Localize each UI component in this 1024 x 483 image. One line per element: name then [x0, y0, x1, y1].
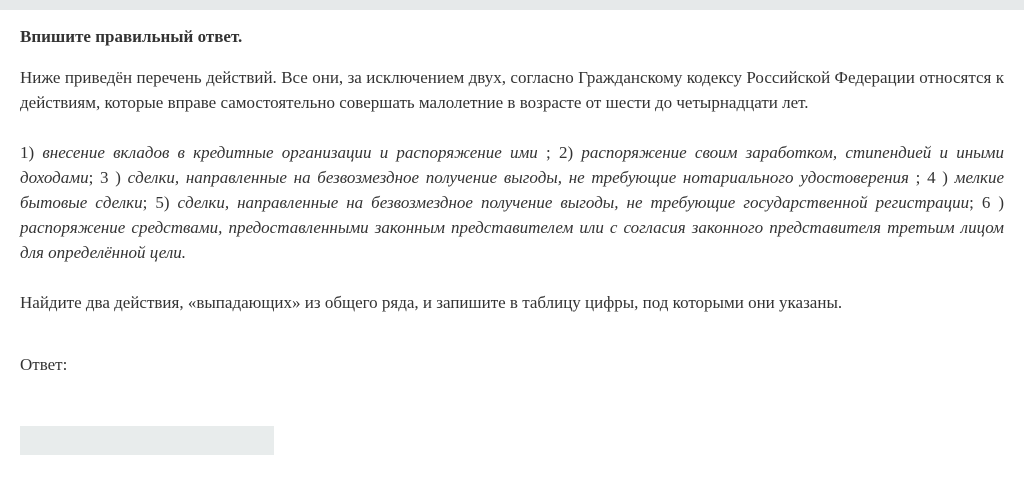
item-separator: ; — [969, 193, 974, 212]
item-number: 5) — [155, 193, 170, 212]
item-number: 4 ) — [927, 168, 948, 187]
answer-label: Ответ: — [20, 355, 68, 374]
item-separator: ; — [142, 193, 148, 212]
item-text: распоряжение средствами, предоставленными законным представителем или с согласия законного представителя третьим лицом для определённой цели. — [20, 218, 1004, 262]
item-text: мелкие бытовые сделки — [20, 168, 1005, 212]
item-number: 3 ) — [100, 168, 121, 187]
item-text: внесение вкладов в кредитные организации и распоряжение ими — [42, 143, 538, 162]
item-text: сделки, направленные на безвозмездное получение выгоды, не требующие нотариального удостоверения — [127, 168, 909, 187]
question-block — [20, 26, 1004, 376]
item-separator: ; — [88, 168, 94, 187]
item-number: 1) — [20, 143, 35, 162]
item-text: распоряжение своим заработком, стипендией и иными доходами — [20, 143, 1005, 187]
item-number: 6 ) — [981, 193, 1005, 212]
item-text: сделки, направленные на безвозмездное получение выгоды, не требующие государственной регистрации — [177, 193, 970, 212]
actions-list — [20, 140, 1004, 265]
question-intro: Ниже приведён перечень действий. Все они, за исключением двух, согласно Гражданскому кодексу Российской Федерации относятся к действиям, которые вправе самостоятельно совершать малолетние в возрасте от шести до четырнадцати лет. — [20, 68, 1004, 112]
item-number: 2) — [558, 143, 574, 162]
task-text: Найдите два действия, «выпадающих» из общего ряда, и запишите в таблицу цифры, под которыми они указаны. — [20, 293, 843, 312]
item-separator: ; — [537, 143, 551, 162]
top-bar — [0, 0, 1024, 10]
answer-input[interactable] — [20, 426, 274, 455]
instruction-heading: Впишите правильный ответ. — [20, 27, 243, 46]
item-separator: ; — [908, 168, 921, 187]
